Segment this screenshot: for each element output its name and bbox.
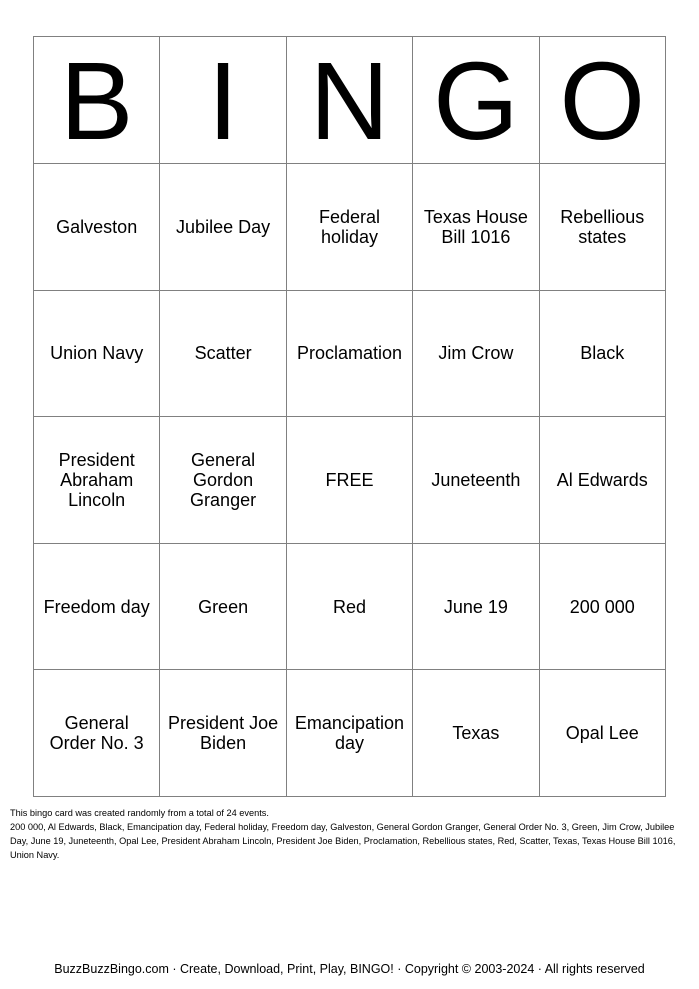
bingo-cell xyxy=(539,290,665,417)
cell-text: President Joe Biden xyxy=(168,713,279,754)
bingo-row-5 xyxy=(34,670,666,797)
bingo-cell xyxy=(160,290,286,417)
cell-text: Green xyxy=(198,596,249,617)
bingo-cell xyxy=(34,164,160,291)
cell-text: June 19 xyxy=(443,596,508,617)
bingo-cell xyxy=(413,670,539,797)
bingo-cell xyxy=(160,164,286,291)
card-footnote xyxy=(10,806,690,862)
cell-text: Union Navy xyxy=(50,343,144,364)
bingo-card xyxy=(33,36,666,797)
cell-text: Texas xyxy=(452,723,500,744)
header-letter-o: O xyxy=(539,37,665,164)
bingo-cell xyxy=(539,164,665,291)
bingo-cell xyxy=(286,290,412,417)
site-footer: BuzzBuzzBingo.com · Create, Download, Print, Play, BINGO! · Copyright © 2003-2024 · All rights reserved xyxy=(54,962,645,976)
cell-text: Juneteenth xyxy=(431,469,521,490)
cell-text: Jim Crow xyxy=(438,343,514,364)
bingo-cell xyxy=(160,543,286,670)
bingo-cell xyxy=(286,670,412,797)
bingo-cell xyxy=(413,543,539,670)
bingo-cell xyxy=(160,417,286,544)
bingo-cell xyxy=(34,543,160,670)
cell-text: FREE xyxy=(325,469,374,490)
footnote-intro: This bingo card was created randomly from a total of 24 events. xyxy=(10,808,269,818)
cell-text: Emancipation day xyxy=(294,713,404,754)
cell-text: Al Edwards xyxy=(556,469,648,490)
bingo-cell xyxy=(413,164,539,291)
cell-text: Black xyxy=(580,343,625,364)
cell-text: 200 000 xyxy=(569,596,635,617)
cell-text: General Gordon Granger xyxy=(190,449,257,510)
bingo-cell xyxy=(160,670,286,797)
bingo-cell xyxy=(539,670,665,797)
cell-text: Red xyxy=(332,596,366,617)
bingo-row-3 xyxy=(34,417,666,544)
bingo-cell xyxy=(413,290,539,417)
cell-text: Scatter xyxy=(194,343,252,364)
cell-text: Rebellious states xyxy=(560,206,645,247)
cell-text: Jubilee Day xyxy=(176,216,271,237)
cell-text: President Abraham Lincoln xyxy=(58,449,135,510)
cell-text: Texas House Bill 1016 xyxy=(423,206,528,247)
bingo-row-2 xyxy=(34,290,666,417)
header-letter-i: I xyxy=(160,37,286,164)
bingo-cell xyxy=(286,543,412,670)
header-letter-b: B xyxy=(34,37,160,164)
header-letter-g: G xyxy=(413,37,539,164)
footnote-events-list: 200 000, Al Edwards, Black, Emancipation day, Federal holiday, Freedom day, Galveston, General Gordon Granger, General Order No. 3, Green, Jim Crow, Jubilee Day, June 19, Juneteenth, Opal Lee, President Abraham Lincoln, President Joe Biden, Proclamation, Rebellious states, Red, Scatter, Texas, Texas House Bill 1016, Union Navy. xyxy=(10,822,676,860)
bingo-cell xyxy=(286,164,412,291)
bingo-cell xyxy=(34,417,160,544)
bingo-row-4 xyxy=(34,543,666,670)
bingo-cell xyxy=(413,417,539,544)
bingo-cell xyxy=(539,417,665,544)
bingo-header-row xyxy=(34,37,666,164)
cell-text: Proclamation xyxy=(296,343,402,364)
bingo-cell xyxy=(34,670,160,797)
cell-text: Galveston xyxy=(56,216,138,237)
cell-text: Federal holiday xyxy=(318,206,380,247)
bingo-row-1 xyxy=(34,164,666,291)
bingo-cell xyxy=(34,290,160,417)
cell-text: Freedom day xyxy=(43,596,150,617)
bingo-cell xyxy=(539,543,665,670)
cell-text: Opal Lee xyxy=(565,723,639,744)
header-letter-n: N xyxy=(286,37,412,164)
free-space xyxy=(286,417,412,544)
cell-text: General Order No. 3 xyxy=(49,713,144,754)
